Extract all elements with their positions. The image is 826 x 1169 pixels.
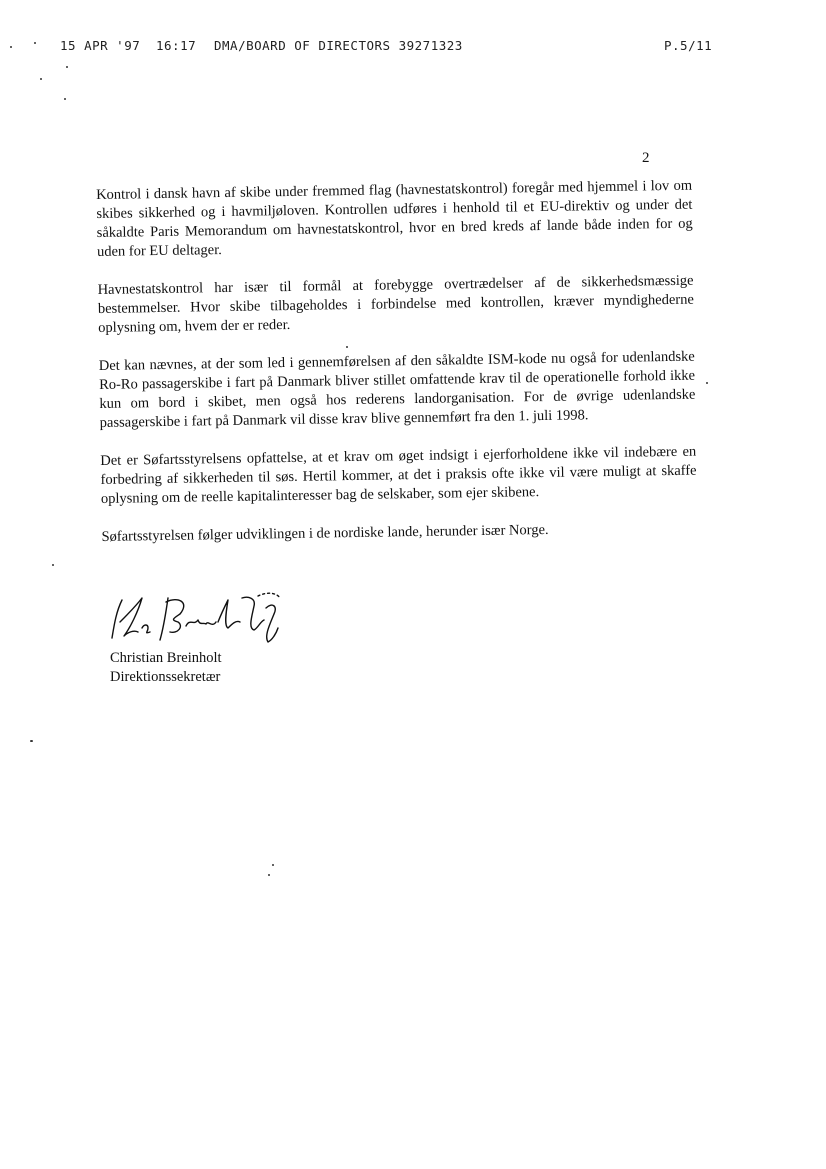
signature-block	[108, 592, 408, 692]
fax-time: 16:17	[156, 38, 197, 53]
paragraph: Det er Søfartsstyrelsens opfattelse, at et krav om øget indsigt i ejerforholdene ikke vil indebære en forbedring af sikkerheden til søs. Hertil kommer, at det i praksis ofte ikke vil være muligt at skaffe oplysning om de reelle kapitalinteresser bag de selskaber, som ejer skibene.	[100, 443, 697, 507]
signatory-title: Direktionssekretær	[110, 669, 221, 685]
letter-body	[96, 177, 698, 547]
paragraph: Havnestatskontrol har især til formål at forebygge overtrædelser af de sikkerhedsmæssige bestemmelser. Hvor skibe tilbageholdes i forbindelse med kontrollen, kræver myndighederne oplysning om, hvem der er reder.	[97, 272, 694, 336]
fax-header	[60, 38, 740, 58]
scan-speck	[52, 564, 54, 566]
scan-speck	[64, 98, 66, 100]
fax-sender: DMA/BOARD OF DIRECTORS 39271323	[214, 38, 463, 53]
handwritten-signature	[108, 592, 288, 648]
scan-speck	[346, 346, 348, 348]
scan-speck	[40, 78, 42, 80]
paragraph: Kontrol i dansk havn af skibe under fremmed flag (havnestatskontrol) foregår med hjemmel i lov om skibes sikkerhed og i havmiljøloven. Kontrollen udføres i henhold til et EU-direktiv og under det såkaldte Paris Memorandum om havnestatskontrol, hvor en bred kreds af lande både inden for og uden for EU deltager.	[96, 177, 693, 260]
scan-speck	[268, 874, 270, 876]
scan-speck	[706, 382, 708, 384]
scan-speck	[30, 740, 33, 742]
page-number: 2	[642, 150, 650, 166]
scan-speck	[10, 46, 12, 48]
scan-speck	[34, 42, 36, 44]
paragraph: Søfartsstyrelsen følger udviklingen i de nordiske lande, herunder især Norge.	[101, 521, 549, 545]
scan-speck	[272, 864, 274, 866]
signatory-name: Christian Breinholt	[110, 650, 222, 666]
scan-speck	[66, 66, 68, 68]
fax-page: P.5/11	[664, 38, 713, 53]
paragraph: Det kan nævnes, at der som led i gennemførelsen af den såkaldte ISM-kode nu også for udenlandske Ro-Ro passagerskibe i fart på Danmark bliver stillet omfattende krav til de operationelle forhold ikke kun om bord i skibet, men også hos rederens landorganisation. For de øvrige udenlandske passagerskibe i fart på Danmark vil disse krav blive gennemført fra den 1. juli 1998.	[98, 348, 696, 431]
fax-date: 15 APR '97	[60, 38, 141, 53]
